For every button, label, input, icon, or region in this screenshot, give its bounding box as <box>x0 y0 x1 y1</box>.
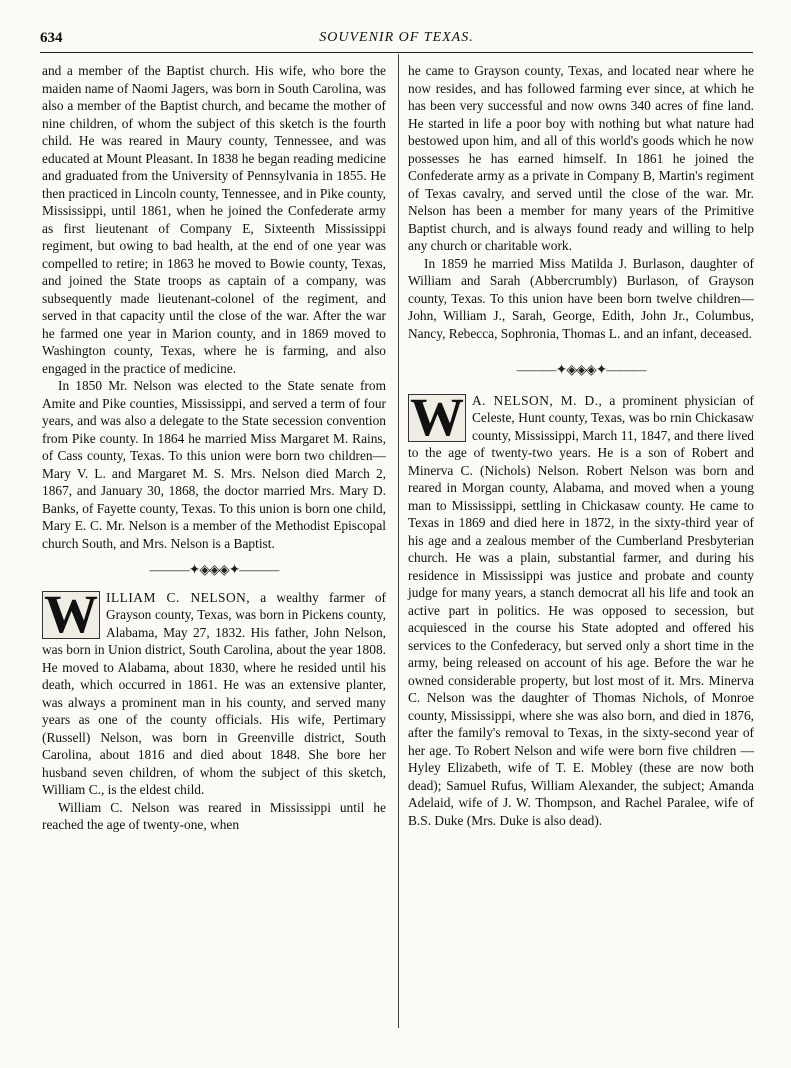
body-paragraph: and a member of the Baptist church. His wife, who bore the maiden name of Naomi Jagers, was born in South Carolina, was also a member of the Baptist church, and became the mother of nine children, of whom the subject of this sketch is the fourth child. He was reared in Maury county, Tennessee, and was educated at Mount Pleasant. In 1838 he began reading medicine and graduated from the University of Pennsylvania in 1855. He then practiced in Lincoln county, Tennessee, and in Pike county, Mississippi, until 1861, when he joined the Confederate army as first lieutenant of Company E, Sixteenth Mississippi regiment, but owing to bad health, at the end of one year was compelled to retire; in 1863 he moved to Bowie county, Texas, and joined the State troops as captain of a company, was subsequently made lieutenant-colonel of the regiment, and served in that capacity until the close of the war. After the war he farmed one year in Marion county, and in 1869 moved to Washington county, Texas, where he is farming, and also engaged in the practice of medicine. <box>42 63 386 376</box>
dropcap-letter: W <box>44 583 98 644</box>
entry-lead-paragraph <box>42 583 386 799</box>
entry-name: A. NELSON, M. D., <box>472 392 603 408</box>
header-rule <box>40 52 753 53</box>
section-ornament: ———✦◈◈◈✦——— <box>516 363 646 378</box>
body-paragraph: he came to Grayson county, Texas, and located near where he now resides, and has followed farming ever since, at which he has been very successful and now owns 340 acres of fine land. He started in life a poor boy with nothing but what nature had bestowed upon him, and all of this world's goods which he now possesses he has earned himself. In 1861 he joined the Confederate army as a private in Company B, Martin's regiment of Texas cavalry, and served until the close of the war. Mr. Nelson has been a member for many years of the Primitive Baptist church, and is always found ready and willing to help any church or charitable work. <box>408 63 754 253</box>
entry-text: a wealthy farmer of Grayson county, Texas, was born in Pickens county, Alabama, May 27, 1832. His father, John Nelson, was born in Union district, South Carolina, about the year 1808. He moved to Alabama, about 1830, where he resided until his death, which occurred in 1861. He was an extensive planter, was always a prominent man in his county, and served many years as one of the county officials. His wife, Pertimary (Russell) Nelson, was born in Greenville district, South Carolina, about 1816 and died about 1848. She bore her husband seven children, of whom the subject of this sketch, William C., is the eldest child. <box>42 589 386 797</box>
body-paragraph: In 1859 he married Miss Matilda J. Burlason, daughter of William and Sarah (Abbercrumbly) Burlason, of Grayson county, Texas. To this union have been born twelve children—John, William J., Sarah, George, Edith, John Jr., Columbus, Nancy, Rebecca, Sophronia, Thomas L. and an infant, deceased. <box>408 255 754 341</box>
page-number: 634 <box>40 30 63 46</box>
entry-text: a prominent physician of Celeste, Hunt county, Texas, was bo rnin Chickasaw county, Mississippi, March 11, 1847, and there lived to the age of twenty-two years. He is a son of Robert and Minerva C. (Nichols) Nelson. Robert Nelson was born and reared in Morgan county, Alabama, and moved when a young man to Mississippi, settling in Chickasaw county. He came to Texas in 1869 and died here in 1872, in the sixty-third year of his age and a zealous member of the Cumberland Presbyterian church. He was a plain, substantial farmer, and during his residence in Mississippi was justice and probate and county judge for many years, a stanch democrat all his life and took an active part in politics. He was opposed to secession, but acquiesced in the course his State adopted and offered his services to the Confederacy, but served only a short time in the army, being released on account of his age. Before the war he owned considerable property, but lost most of it. Mrs. Minerva C. Nelson was the daughter of Thomas Nichols, of Monroe county, Mississippi, where she was also born, and died in 1876, after the family's removal to Texas, in the sixty-second year of her age. To Robert Nelson and wife were born five children —Hyley Elizabeth, wife of T. E. Mobley (these are now both dead); Samuel Rufus, William Alexander, the subject; Amanda Adelaid, wife of J. W. Thompson, and Rachel Paralee, wife of B.S. Duke (Mrs. Duke is also dead). <box>408 392 754 828</box>
page-header <box>40 30 753 48</box>
body-paragraph: William C. Nelson was reared in Mississippi until he reached the age of twenty-one, when <box>42 799 386 832</box>
entry-name: ILLIAM C. NELSON, <box>106 589 251 605</box>
body-paragraph: In 1850 Mr. Nelson was elected to the State senate from Amite and Pike counties, Mississippi, and served a term of four years, and was also a delegate to the State secession convention from Pike county. In 1864 he married Miss Margaret M. Rains, of Cass county, Texas. To this union were born two children—Mary V. L. and Margaret M. S. Mrs. Nelson died March 2, 1867, and January 30, 1868, the doctor married Mrs. Mary D. Banks, of Fayette county, Texas. To this union is born one child, Mary E. C. Mr. Nelson is a member of the Methodist Episcopal church South, and Mrs. Nelson is a Baptist. <box>42 378 386 551</box>
biography-entry-w-a-nelson <box>408 386 754 830</box>
section-ornament: ———✦◈◈◈✦——— <box>149 563 279 578</box>
right-column <box>408 62 754 829</box>
column-divider <box>398 54 399 1028</box>
left-column <box>42 62 386 834</box>
running-title: SOUVENIR OF TEXAS. <box>319 30 474 45</box>
dropcap-letter: W <box>410 386 464 447</box>
biography-entry-william-c-nelson <box>42 583 386 834</box>
entry-lead-paragraph <box>408 386 754 830</box>
